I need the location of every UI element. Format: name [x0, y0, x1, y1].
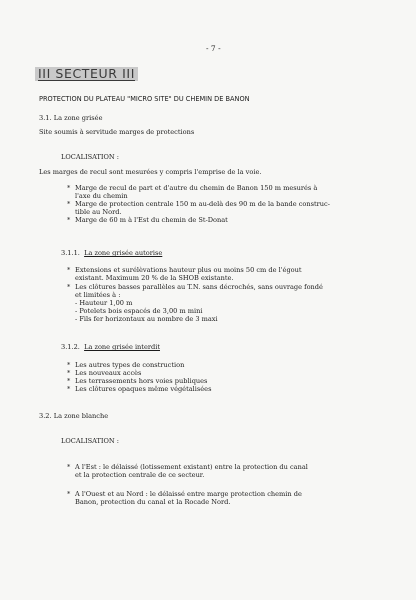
bullet-line: Les clôtures basses parallèles au T.N. sans décrochés, sans ouvrage fondé: [75, 283, 323, 291]
section-3-2-heading: [39, 412, 108, 420]
section-3-1-heading: [39, 114, 102, 122]
localisation-label: LOCALISATION :: [61, 437, 119, 445]
bullet-line: Les terrassements hors voies publiques: [75, 377, 208, 385]
bullet-line: A l'Est : le délaissé (lotissement existant) entre la protection du canal: [75, 463, 308, 471]
localisation-text: Les marges de recul sont mesurées y compris l'emprise de la voie.: [39, 168, 262, 176]
bullet-marker: *: [67, 377, 71, 385]
bullet-marker: *: [67, 361, 71, 369]
section-3-1-subtitle: Site soumis à servitude marges de protections: [39, 128, 195, 136]
section-3-1-1-heading: [61, 249, 162, 257]
section-number: 3.1.1.: [61, 249, 80, 257]
bullet-marker: *: [67, 266, 71, 274]
bullet-line: l'axe du chemin: [75, 192, 128, 200]
bullet-marker: *: [67, 385, 71, 393]
bullet-line: Marge de protection centrale 150 m au-delà des 90 m de la bande construc-: [75, 200, 330, 208]
section-number: 3.1.: [39, 114, 52, 122]
section-number: 3.2.: [39, 412, 52, 420]
bullet-marker: *: [67, 216, 71, 224]
bullet-marker: *: [67, 184, 71, 192]
intro-title: PROTECTION DU PLATEAU "MICRO SITE" DU CHEMIN DE BANON: [39, 95, 250, 103]
bullet-marker: *: [67, 283, 71, 291]
bullet-marker: *: [67, 200, 71, 208]
bullet-marker: *: [67, 369, 71, 377]
sector-title: III SECTEUR III: [35, 67, 138, 81]
bullet-line: tible au Nord.: [75, 208, 122, 216]
bullet-line: - Hauteur 1,00 m: [75, 299, 133, 307]
bullet-line: et limitées à :: [75, 291, 121, 299]
bullet-line: et la protection centrale de ce secteur.: [75, 471, 205, 479]
bullet-line: - Potelets bois espacés de 3,00 m mini: [75, 307, 203, 315]
section-number: 3.1.2.: [61, 343, 80, 351]
section-title: La zone blanche: [53, 412, 109, 420]
localisation-label: LOCALISATION :: [61, 153, 119, 161]
bullet-line: Marge de recul de part et d'autre du chemin de Banon 150 m mesurés à: [75, 184, 318, 192]
section-title: La zone grisée interdit: [84, 343, 160, 351]
bullet-marker: *: [67, 490, 71, 498]
bullet-line: existant. Maximum 20 % de la SHOB existante.: [75, 274, 234, 282]
bullet-line: - Fils fer horizontaux au nombre de 3 maxi: [75, 315, 218, 323]
bullet-marker: *: [67, 463, 71, 471]
bullet-line: Marge de 60 m à l'Est du chemin de St-Donat: [75, 216, 228, 224]
bullet-line: Extensions et surélèvations hauteur plus ou moins 50 cm de l'égout: [75, 266, 302, 274]
bullet-line: A l'Ouest et au Nord : le délaissé entre marge protection chemin de: [75, 490, 302, 498]
page-number: - 7 -: [206, 44, 221, 53]
bullet-line: Banon, protection du canal et la Rocade Nord.: [75, 498, 231, 506]
section-title: La zone grisée: [53, 114, 103, 122]
bullet-line: Les nouveaux accès: [75, 369, 142, 377]
bullet-line: Les clôtures opaques même végétalisées: [75, 385, 212, 393]
section-3-1-2-heading: [61, 343, 160, 351]
bullet-line: Les autres types de construction: [75, 361, 185, 369]
section-title: La zone grisée autorise: [84, 249, 163, 257]
